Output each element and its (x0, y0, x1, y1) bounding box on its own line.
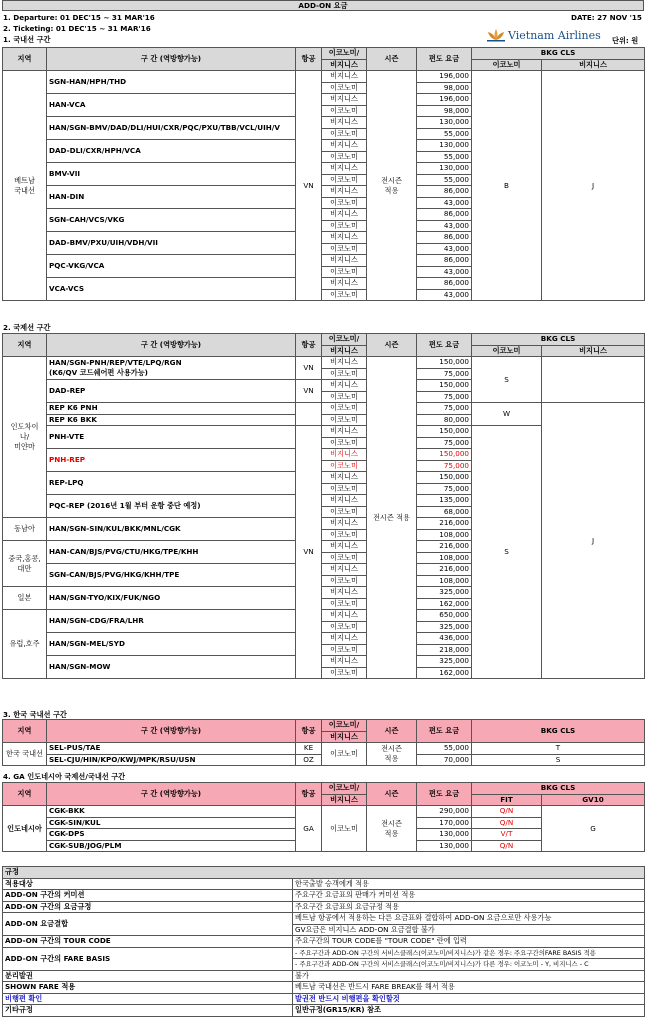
table-row (3, 334, 645, 346)
route-name: SGN-HAN/HPH/THD (47, 71, 296, 94)
fare-cell: 135,000 (417, 495, 472, 507)
class-cell: 이코노미 (322, 598, 367, 610)
header-bkg-2: 비지니스 (542, 345, 645, 357)
class-cell: 이코노미 (322, 667, 367, 679)
fare-cell: 98,000 (417, 82, 472, 94)
table-row (3, 48, 645, 60)
fare-cell: 130,000 (417, 140, 472, 152)
fare-cell: 70,000 (417, 754, 472, 766)
class-cell: 비지니스 (322, 518, 367, 530)
class-cell: 비지니스 (322, 357, 367, 369)
class-cell: 비지니스 (322, 117, 367, 129)
header-class-2: 비지니스 (322, 794, 367, 806)
fare-cell: 150,000 (417, 449, 472, 461)
international-fare-table (2, 333, 645, 679)
header-class: 이코노미/ (322, 720, 367, 732)
fare-cell: 130,000 (417, 163, 472, 175)
header-bkg-2: GV10 (542, 794, 645, 806)
table-row (3, 982, 645, 994)
fare-cell: 43,000 (417, 243, 472, 255)
bkg-cell: T (472, 743, 645, 755)
route-name: HAN/SGN-SIN/KUL/BKK/MNL/CGK (47, 518, 296, 541)
table-row (3, 901, 645, 913)
route-name: HAN/SGN-BMV/DAD/DLI/HUI/CXR/PQC/PXU/TBB/VCL/UIH/V (47, 117, 296, 140)
header-class-2: 비지니스 (322, 59, 367, 71)
fare-cell: 150,000 (417, 380, 472, 392)
header-region: 지역 (3, 48, 47, 71)
class-cell: 이코노미 (322, 460, 367, 472)
header-fare: 편도 요금 (417, 720, 472, 743)
route-name: HAN/SGN-PNH/REP/VTE/LPQ/RGN (K6/QV 코드쉐어편 사용가능) (47, 357, 296, 380)
header-route: 구 간 (역방향가능) (47, 783, 296, 806)
class-cell: 비지니스 (322, 495, 367, 507)
route-name: PQC-REP (2016년 1월 부터 운항 중단 예정) (47, 495, 296, 518)
route-name: SEL-CJU/HIN/KPO/KWJ/MPK/RSU/USN (47, 754, 296, 766)
header-class-2: 비지니스 (322, 731, 367, 743)
header-fare: 편도 요금 (417, 48, 472, 71)
route-name: HAN/SGN-MOW (47, 656, 296, 679)
airline-cell: VN (296, 71, 322, 301)
bkg-economy: W (472, 403, 542, 426)
class-cell: 이코노미 (322, 506, 367, 518)
currency-unit: 단위: 원 (612, 36, 639, 45)
fare-cell: 325,000 (417, 587, 472, 599)
airline-cell: KE (296, 743, 322, 755)
class-cell: 비지니스 (322, 380, 367, 392)
header-region: 지역 (3, 720, 47, 743)
rule-key: 적용대상 (3, 878, 293, 890)
issue-date: DATE: 27 NOV '15 (571, 13, 642, 22)
rule-key: ADD-ON 구간의 커미션 (3, 890, 293, 902)
class-cell: 이코노미 (322, 128, 367, 140)
class-cell: 비지니스 (322, 255, 367, 267)
class-cell: 이코노미 (322, 529, 367, 541)
class-cell: 이코노미 (322, 243, 367, 255)
class-cell: 비지니스 (322, 426, 367, 438)
rule-value: 베트남 국내선은 반드시 FARE BREAK를 해서 적용 (293, 982, 645, 994)
bkg-cell: S (472, 754, 645, 766)
season-cell: 전시즌 적용 (367, 71, 417, 301)
route-name: HAN/SGN-CDG/FRA/LHR (47, 610, 296, 633)
class-cell: 비지니스 (322, 656, 367, 668)
rule-value: - 주요구간과 ADD-ON 구간의 서비스클래스(이코노미/비지니스)가 같은 경우: 주요구간의FARE BASIS 적용 (293, 947, 645, 959)
departure-period: 1. Departure: 01 DEC'15 ~ 31 MAR'16 (3, 13, 155, 22)
table-row (3, 890, 645, 902)
table-row (3, 936, 645, 948)
fare-cell: 68,000 (417, 506, 472, 518)
class-cell: 비지니스 (322, 633, 367, 645)
fare-cell: 75,000 (417, 437, 472, 449)
logo-text: Vietnam Airlines (508, 28, 601, 42)
bkg-business: J (542, 403, 645, 679)
korea-domestic-table (2, 719, 645, 766)
rule-value: 주요구간 요금표의 요금규정 적용 (293, 901, 645, 913)
header-bkg-2: 비지니스 (542, 59, 645, 71)
rule-value: 일반규정(GR15/KR) 참조 (293, 1005, 645, 1017)
rule-key: 비행편 확인 (3, 993, 293, 1005)
rules-table (2, 866, 645, 1017)
region-cell: 한국 국내선 (3, 743, 47, 766)
header-airline: 항공 (296, 720, 322, 743)
domestic-fare-table (2, 47, 645, 301)
fare-cell: 86,000 (417, 255, 472, 267)
header-bkg-1: 이코노미 (472, 59, 542, 71)
route-name: HAN/SGN-MEL/SYD (47, 633, 296, 656)
header-bkg-1: 이코노미 (472, 345, 542, 357)
table-row (3, 71, 645, 83)
route-name: HAN-DIN (47, 186, 296, 209)
class-cell: 이코노미 (322, 644, 367, 656)
route-name: PNH-VTE (47, 426, 296, 449)
header-class: 이코노미/ (322, 783, 367, 795)
table-row (3, 1005, 645, 1017)
class-cell: 이코노미 (322, 552, 367, 564)
header-bkg: BKG CLS (472, 334, 645, 346)
route-name: CGK-SIN/KUL (47, 817, 296, 829)
header-season: 시즌 (367, 48, 417, 71)
fare-cell: 86,000 (417, 278, 472, 290)
table-row (3, 913, 645, 925)
fare-cell: 75,000 (417, 483, 472, 495)
airline-cell: GA (296, 806, 322, 852)
header-bkg-1: FIT (472, 794, 542, 806)
class-cell: 이코노미 (322, 575, 367, 587)
lotus-icon (486, 28, 506, 42)
class-cell: 이코노미 (322, 82, 367, 94)
header-route: 구 간 (역방향가능) (47, 334, 296, 357)
fare-cell: 130,000 (417, 840, 472, 852)
header-airline: 항공 (296, 783, 322, 806)
header-bkg: BKG CLS (472, 48, 645, 60)
fare-cell: 170,000 (417, 817, 472, 829)
fare-cell: 55,000 (417, 743, 472, 755)
class-cell: 이코노미 (322, 743, 367, 766)
class-cell: 이코노미 (322, 151, 367, 163)
class-cell: 이코노미 (322, 197, 367, 209)
season-cell: 전시즌 적용 (367, 806, 417, 852)
table-row (3, 878, 645, 890)
season-cell: 전시즌 적용 (367, 357, 417, 679)
route-name: REP-LPQ (47, 472, 296, 495)
table-row (3, 867, 645, 879)
region-cell: 중국,홍콩, 대만 (3, 541, 47, 587)
class-cell: 비지니스 (322, 163, 367, 175)
fare-cell: 43,000 (417, 220, 472, 232)
header-season: 시즌 (367, 720, 417, 743)
class-cell: 비지니스 (322, 94, 367, 106)
vietnam-airlines-logo (486, 27, 601, 43)
region-cell: 인도네시아 (3, 806, 47, 852)
fare-cell: 86,000 (417, 209, 472, 221)
route-name: REP K6 PNH (47, 403, 296, 415)
class-cell: 비지니스 (322, 209, 367, 221)
table-row (3, 720, 645, 732)
title-bar: ADD-ON 요금 (2, 0, 644, 11)
class-cell: 비지니스 (322, 541, 367, 553)
fare-cell: 43,000 (417, 289, 472, 301)
region-cell: 동남아 (3, 518, 47, 541)
fare-cell: 216,000 (417, 518, 472, 530)
rules-title: 규정 (3, 867, 645, 879)
fare-cell: 218,000 (417, 644, 472, 656)
bkg-economy: B (472, 71, 542, 301)
table-row (3, 783, 645, 795)
class-cell: 이코노미 (322, 220, 367, 232)
rule-key: ADD-ON 구간의 요금규정 (3, 901, 293, 913)
region-cell: 베트남 국내선 (3, 71, 47, 301)
fare-cell: 650,000 (417, 610, 472, 622)
fare-cell: 216,000 (417, 541, 472, 553)
fare-cell: 108,000 (417, 575, 472, 587)
fare-cell: 108,000 (417, 552, 472, 564)
route-name: CGK-BKK (47, 806, 296, 818)
fare-cell: 108,000 (417, 529, 472, 541)
route-name: HAN/SGN-TYO/KIX/FUK/NGO (47, 587, 296, 610)
section-4-title: 4. GA 인도네시아 국제선/국내선 구간 (3, 772, 126, 781)
fare-cell: 75,000 (417, 368, 472, 380)
class-cell: 비지니스 (322, 587, 367, 599)
fare-cell: 75,000 (417, 403, 472, 415)
rule-value: 주요구간 요금표의 판매가 커미션 적용 (293, 890, 645, 902)
route-name: PNH-REP (47, 449, 296, 472)
class-cell: 이코노미 (322, 806, 367, 852)
class-cell: 비지니스 (322, 449, 367, 461)
section-1-title: 1. 국내선 구간 (3, 35, 51, 44)
airline-cell: VN (296, 380, 322, 403)
header-bkg: BKG CLS (472, 720, 645, 743)
airline-cell: VN (296, 426, 322, 679)
fare-cell: 130,000 (417, 117, 472, 129)
region-cell: 인도차이 나/ 미얀마 (3, 357, 47, 518)
fare-cell: 150,000 (417, 472, 472, 484)
header-airline: 항공 (296, 334, 322, 357)
class-cell: 비지니스 (322, 232, 367, 244)
class-cell: 이코노미 (322, 289, 367, 301)
rule-value: 주요구간의 TOUR CODE를 "TOUR CODE" 란에 입력 (293, 936, 645, 948)
rule-key: 기타규정 (3, 1005, 293, 1017)
table-row (3, 970, 645, 982)
header-class-2: 비지니스 (322, 345, 367, 357)
bkg-fit: Q/N (472, 840, 542, 852)
route-name: DAD-DLI/CXR/HPH/VCA (47, 140, 296, 163)
bkg-gv10: G (542, 806, 645, 852)
fare-cell: 150,000 (417, 426, 472, 438)
class-cell: 비지니스 (322, 71, 367, 83)
route-name: SGN-CAN/BJS/PVG/HKG/KHH/TPE (47, 564, 296, 587)
bkg-economy: S (472, 357, 542, 403)
class-cell: 이코노미 (322, 483, 367, 495)
fare-cell: 196,000 (417, 71, 472, 83)
rule-value: 베트남 항공에서 적용하는 다른 요금표와 결합하여 ADD-ON 요금으로만 사용가능 (293, 913, 645, 925)
table-row (3, 403, 645, 415)
route-name: REP K6 BKK (47, 414, 296, 426)
airline-cell (296, 403, 322, 426)
region-cell: 유럽,호주 (3, 610, 47, 679)
header-class: 이코노미/ (322, 48, 367, 60)
section-2-title: 2. 국제선 구간 (3, 323, 51, 332)
class-cell: 비지니스 (322, 140, 367, 152)
fare-cell: 150,000 (417, 357, 472, 369)
fare-cell: 196,000 (417, 94, 472, 106)
header-region: 지역 (3, 783, 47, 806)
class-cell: 이코노미 (322, 368, 367, 380)
fare-cell: 43,000 (417, 197, 472, 209)
route-name: DAD-REP (47, 380, 296, 403)
header-class: 이코노미/ (322, 334, 367, 346)
bkg-business: J (542, 71, 645, 301)
route-name: SEL-PUS/TAE (47, 743, 296, 755)
fare-cell: 436,000 (417, 633, 472, 645)
rule-value: GV요금은 비지니스 ADD-ON 요금결합 불가 (293, 924, 645, 936)
header-bkg: BKG CLS (472, 783, 645, 795)
header-fare: 편도 요금 (417, 334, 472, 357)
fare-cell: 216,000 (417, 564, 472, 576)
ticketing-period: 2. Ticketing: 01 DEC'15 ~ 31 MAR'16 (3, 24, 151, 33)
fare-cell: 290,000 (417, 806, 472, 818)
fare-cell: 80,000 (417, 414, 472, 426)
bkg-fit: Q/N (472, 806, 542, 818)
route-name: CGK-DPS (47, 829, 296, 841)
header-fare: 편도 요금 (417, 783, 472, 806)
bkg-fit: Q/N (472, 817, 542, 829)
fare-cell: 162,000 (417, 598, 472, 610)
fare-cell: 86,000 (417, 232, 472, 244)
class-cell: 비지니스 (322, 186, 367, 198)
fare-cell: 75,000 (417, 391, 472, 403)
class-cell: 이코노미 (322, 105, 367, 117)
fare-cell: 162,000 (417, 667, 472, 679)
table-row (3, 947, 645, 959)
rule-key: 분리발권 (3, 970, 293, 982)
header-route: 구 간 (역방향가능) (47, 48, 296, 71)
rule-value: 발권전 반드시 비행편을 확인할것 (293, 993, 645, 1005)
fare-cell: 55,000 (417, 128, 472, 140)
rule-value: 불가 (293, 970, 645, 982)
route-name: HAN-CAN/BJS/PVG/CTU/HKG/TPE/KHH (47, 541, 296, 564)
class-cell: 이코노미 (322, 414, 367, 426)
class-cell: 이코노미 (322, 437, 367, 449)
section-3-title: 3. 한국 국내선 구간 (3, 710, 67, 719)
class-cell: 비지니스 (322, 564, 367, 576)
route-name: CGK-SUB/JOG/PLM (47, 840, 296, 852)
rule-key: ADD-ON 요금결합 (3, 913, 293, 936)
header-route: 구 간 (역방향가능) (47, 720, 296, 743)
class-cell: 비지니스 (322, 278, 367, 290)
fare-cell: 75,000 (417, 460, 472, 472)
bkg-business-blank (542, 357, 645, 403)
bkg-fit: V/T (472, 829, 542, 841)
fare-cell: 98,000 (417, 105, 472, 117)
fare-cell: 86,000 (417, 186, 472, 198)
rule-key: ADD-ON 구간의 TOUR CODE (3, 936, 293, 948)
fare-cell: 55,000 (417, 151, 472, 163)
class-cell: 이코노미 (322, 621, 367, 633)
class-cell: 이코노미 (322, 266, 367, 278)
rule-key: SHOWN FARE 적용 (3, 982, 293, 994)
route-name: BMV-VII (47, 163, 296, 186)
airline-cell: OZ (296, 754, 322, 766)
route-name: VCA-VCS (47, 278, 296, 301)
route-name: DAD-BMV/PXU/UIH/VDH/VII (47, 232, 296, 255)
table-row (3, 993, 645, 1005)
airline-cell: VN (296, 357, 322, 380)
header-airline: 항공 (296, 48, 322, 71)
rule-key: ADD-ON 구간의 FARE BASIS (3, 947, 293, 970)
class-cell: 이코노미 (322, 403, 367, 415)
table-row (3, 806, 645, 818)
route-name: SGN-CAH/VCS/VKG (47, 209, 296, 232)
fare-cell: 130,000 (417, 829, 472, 841)
header-season: 시즌 (367, 334, 417, 357)
fare-cell: 43,000 (417, 266, 472, 278)
region-cell: 일본 (3, 587, 47, 610)
fare-cell: 55,000 (417, 174, 472, 186)
header-season: 시즌 (367, 783, 417, 806)
class-cell: 비지니스 (322, 472, 367, 484)
table-row (3, 743, 645, 755)
class-cell: 이코노미 (322, 174, 367, 186)
rule-value: 한국출발 승객에게 적용 (293, 878, 645, 890)
indonesia-fare-table (2, 782, 645, 852)
fare-cell: 325,000 (417, 621, 472, 633)
class-cell: 비지니스 (322, 610, 367, 622)
route-name: HAN-VCA (47, 94, 296, 117)
header-region: 지역 (3, 334, 47, 357)
rule-value: - 주요구간과 ADD-ON 구간의 서비스클래스(이코노미/비지니스)가 다른 경우: 이코노미 - Y, 비지니스 - C (293, 959, 645, 971)
season-cell: 전시즌 적용 (367, 743, 417, 766)
table-row (3, 357, 645, 369)
route-name: PQC-VKG/VCA (47, 255, 296, 278)
class-cell: 이코노미 (322, 391, 367, 403)
fare-cell: 325,000 (417, 656, 472, 668)
bkg-economy: S (472, 426, 542, 679)
